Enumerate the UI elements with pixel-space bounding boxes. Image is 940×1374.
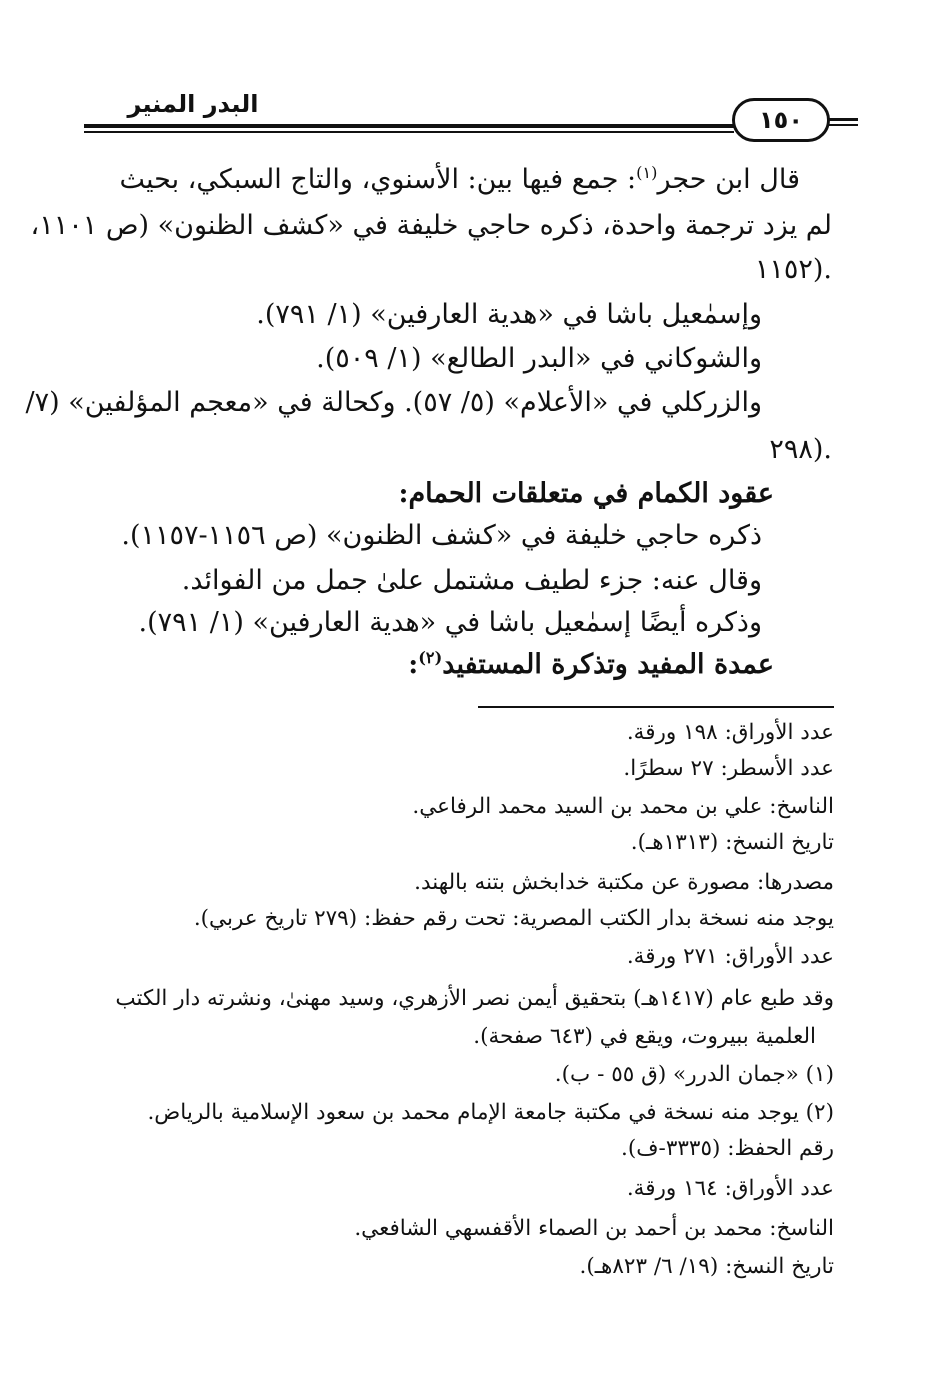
- body-line: قال ابن حجر$^{(١)}$: جمع فيها بين: الأسنوي، والتاج السبكي، بحيث: [119, 163, 800, 195]
- footnote-ref-2: (٢): [418, 648, 443, 667]
- footnote-line: عدد الأوراق: ١٦٤ ورقة.: [626, 1176, 834, 1201]
- footnote-line: الناسخ: علي بن محمد بن السيد محمد الرفاعي.: [412, 794, 834, 819]
- footnote-line: تاريخ النسخ: (١٩/ ٦/ ٨٢٣هـ).: [579, 1254, 834, 1279]
- footnote-line: (١) «جمان الدرر» (ق ٥٥ - ب).: [554, 1062, 834, 1087]
- page-number-badge: [732, 98, 830, 142]
- footnote-ref-1: (١): [636, 163, 658, 182]
- body-line: والزركلي في «الأعلام» (٥/ ٥٧). وكحالة في «معجم المؤلفين» (٧/: [25, 387, 762, 418]
- footnote-line: مصدرها: مصورة عن مكتبة خدابخش بتنه بالهند.: [414, 870, 834, 895]
- body-line: لم يزد ترجمة واحدة، ذكره حاجي خليفة في «كشف الظنون» (ص ١١٠١،: [30, 210, 832, 241]
- page-number: ١٥٠: [759, 106, 803, 134]
- body-line: ٢٩٨).: [769, 434, 832, 465]
- footnote-line: العلمية ببيروت، ويقع في (٦٤٣ صفحة).: [473, 1024, 816, 1049]
- footnote-line: الناسخ: محمد بن أحمد بن الصماء الأقفسهي الشافعي.: [354, 1216, 834, 1241]
- body-line: والشوكاني في «البدر الطالع» (١/ ٥٠٩).: [316, 343, 762, 374]
- section-heading: عقود الكمام في متعلقات الحمام:: [398, 478, 774, 509]
- footnote-line: وقد طبع عام (١٤١٧هـ) بتحقيق أيمن نصر الأزهري، وسيد مهنىٰ، ونشرته دار الكتب: [115, 986, 834, 1011]
- body-line: ذكره حاجي خليفة في «كشف الظنون» (ص ١١٥٦-١١٥٧).: [121, 520, 762, 551]
- body-line: وقال عنه: جزء لطيف مشتمل علىٰ جمل من الفوائد.: [181, 565, 762, 596]
- header-rule-thin: [84, 131, 734, 133]
- footnote-line: يوجد منه نسخة بدار الكتب المصرية: تحت رقم حفظ: (٢٧٩ تاريخ عربي).: [193, 906, 834, 931]
- running-header-title: البدر المنير: [127, 90, 259, 118]
- body-line: ١١٥٢).: [754, 254, 832, 285]
- footnote-line: عدد الأوراق: ١٩٨ ورقة.: [626, 720, 834, 745]
- footnote-line: تاريخ النسخ: (١٣١٣هـ).: [630, 830, 834, 855]
- header-rule-right-thin: [828, 124, 858, 126]
- footnote-separator: [478, 706, 834, 708]
- body-line: وإسمٰعيل باشا في «هدية العارفين» (١/ ٧٩١).: [256, 299, 762, 330]
- footnote-line: رقم الحفظ: (٣٣٣٥-ف).: [621, 1136, 834, 1161]
- footnote-line: (٢) يوجد منه نسخة في مكتبة جامعة الإمام محمد بن سعود الإسلامية بالرياض.: [147, 1100, 834, 1125]
- section-heading: عمدة المفيد وتذكرة المستفيد$^{(٢)}$:: [408, 648, 774, 680]
- footnote-line: عدد الأسطر: ٢٧ سطرًا.: [623, 756, 834, 781]
- header-rule-thick: [84, 124, 734, 128]
- body-line: وذكره أيضًا إسمٰعيل باشا في «هدية العارفين» (١/ ٧٩١).: [138, 607, 762, 638]
- footnote-line: عدد الأوراق: ٢٧١ ورقة.: [626, 944, 834, 969]
- header-rule-right-thick: [828, 118, 858, 121]
